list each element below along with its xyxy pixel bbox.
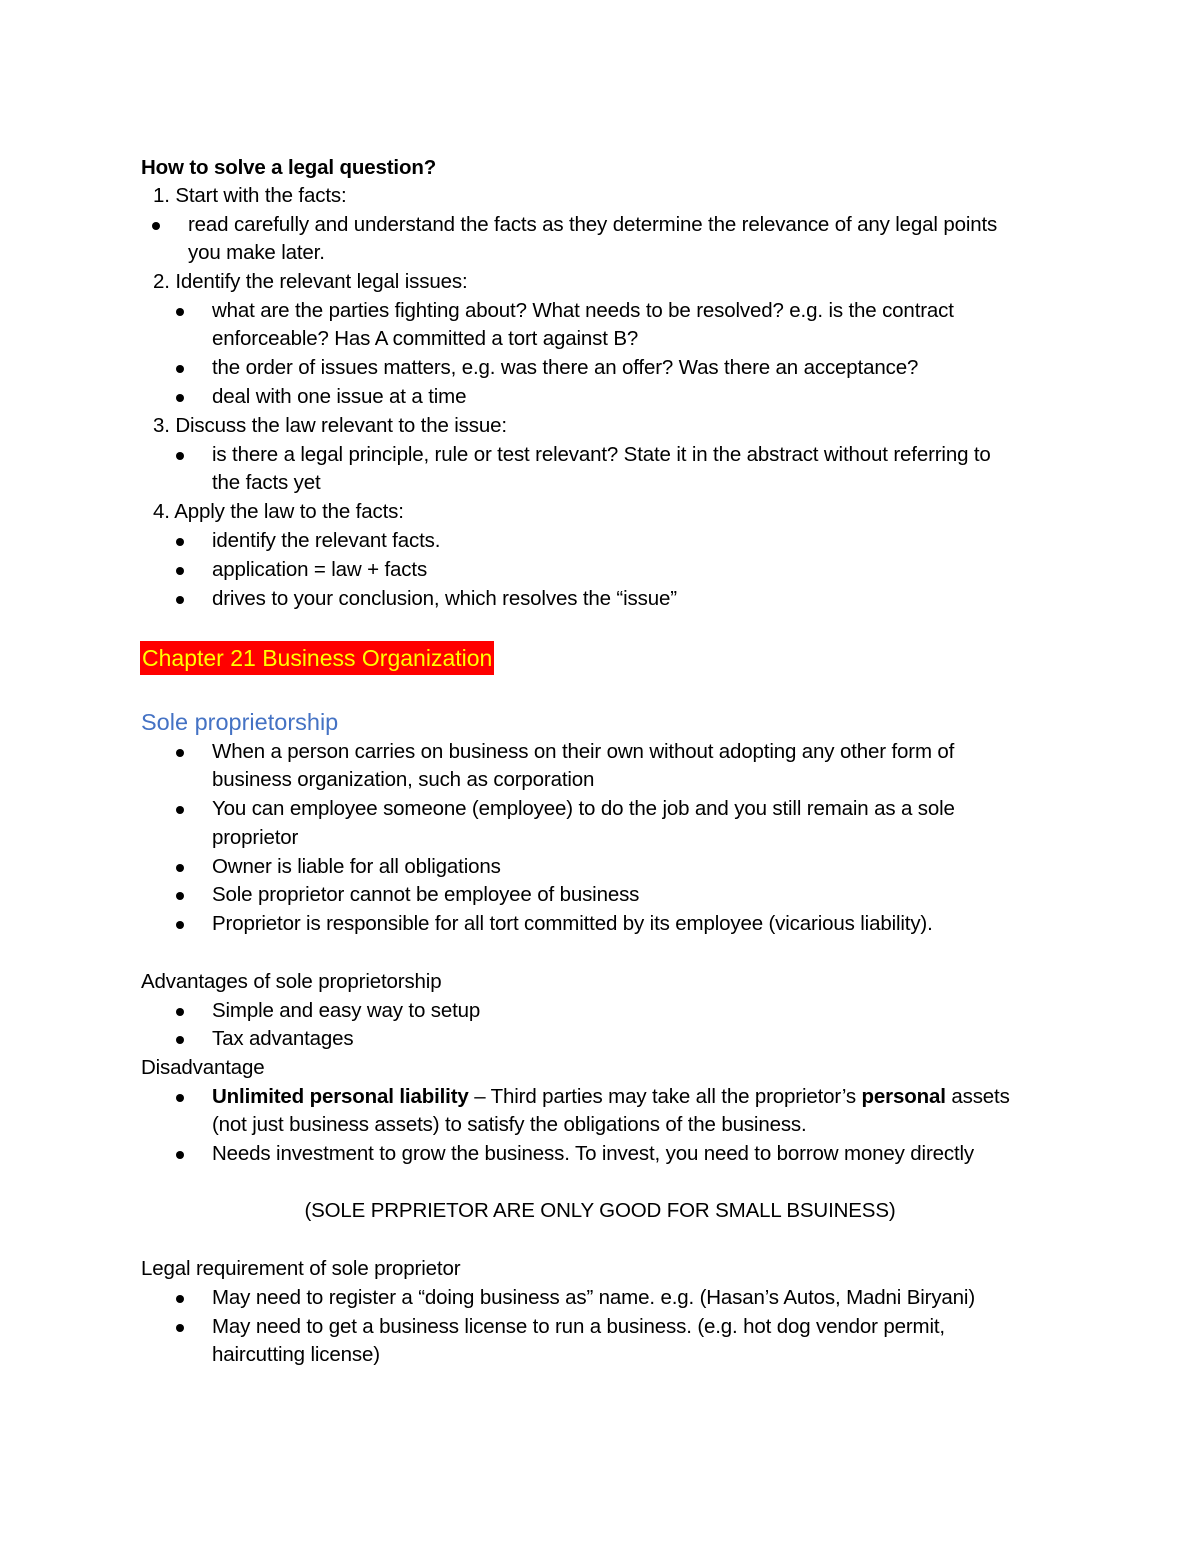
disadvantage-text-end: assets: [945, 1085, 1010, 1108]
step-4: 4. Apply the law to the facts:: [153, 500, 404, 523]
legal-bullet-1: May need to register a “doing business as” name. e.g. (Hasan’s Autos, Madni Biryani): [212, 1286, 975, 1309]
sole-bullet-2-line-2: proprietor: [212, 826, 299, 849]
legal-requirement-heading: Legal requirement of sole proprietor: [141, 1257, 461, 1280]
sole-proprietorship-heading: Sole proprietorship: [141, 709, 339, 735]
step-4-bullet-2: application = law + facts: [212, 558, 428, 581]
advantages-bullet-2: Tax advantages: [212, 1027, 354, 1050]
step-2-bullet-1-line-1: what are the parties fighting about? What needs to be resolved? e.g. is the contract: [212, 299, 954, 322]
step-4-bullet-3: drives to your conclusion, which resolves the “issue”: [212, 587, 677, 610]
sole-bullet-3: Owner is liable for all obligations: [212, 855, 501, 878]
step-3-bullet-line-2: the facts yet: [212, 471, 321, 494]
bullet-icon: [176, 892, 184, 900]
disadvantage-bullet-1-line-1: [212, 1083, 1010, 1111]
bullet-icon: [176, 452, 184, 460]
step-2: 2. Identify the relevant legal issues:: [153, 270, 468, 293]
bullet-icon: [176, 1324, 184, 1332]
step-1-bullet-line-2: you make later.: [188, 241, 325, 264]
bullet-icon: [176, 308, 184, 316]
step-1-bullet-line-1: read carefully and understand the facts as they determine the relevance of any legal points: [188, 213, 998, 236]
legal-bullet-2-line-1: May need to get a business license to run a business. (e.g. hot dog vendor permit,: [212, 1315, 945, 1338]
bullet-icon: [176, 365, 184, 373]
chapter-heading: Chapter 21 Business Organization: [140, 641, 494, 675]
bullet-icon: [176, 567, 184, 575]
step-2-bullet-2: the order of issues matters, e.g. was there an offer? Was there an acceptance?: [212, 356, 919, 379]
disadvantage-heading: Disadvantage: [141, 1056, 265, 1079]
advantages-heading: Advantages of sole proprietorship: [141, 970, 442, 993]
bullet-icon: [176, 921, 184, 929]
small-business-note: (SOLE PRPRIETOR ARE ONLY GOOD FOR SMALL BSUINESS): [304, 1199, 896, 1222]
sole-bullet-1-line-1: When a person carries on business on their own without adopting any other form of: [212, 740, 955, 763]
bullet-icon: [152, 222, 160, 230]
disadvantage-bullet-2: Needs investment to grow the business. To invest, you need to borrow money directly: [212, 1142, 975, 1165]
bullet-icon: [176, 1008, 184, 1016]
legal-bullet-2-line-2: haircutting license): [212, 1343, 380, 1366]
bullet-icon: [176, 1295, 184, 1303]
sole-bullet-4: Sole proprietor cannot be employee of business: [212, 883, 640, 906]
step-2-bullet-3: deal with one issue at a time: [212, 385, 467, 408]
step-3-bullet-line-1: is there a legal principle, rule or test relevant? State it in the abstract without referring to: [212, 443, 991, 466]
step-4-bullet-1: identify the relevant facts.: [212, 529, 441, 552]
intro-title: How to solve a legal question?: [141, 156, 437, 179]
step-3: 3. Discuss the law relevant to the issue:: [153, 414, 507, 437]
bullet-icon: [176, 864, 184, 872]
bullet-icon: [176, 1151, 184, 1159]
bullet-icon: [176, 394, 184, 402]
advantages-bullet-1: Simple and easy way to setup: [212, 999, 481, 1022]
bullet-icon: [176, 538, 184, 546]
sole-bullet-1-line-2: business organization, such as corporation: [212, 768, 595, 791]
step-2-bullet-1-line-2: enforceable? Has A committed a tort against B?: [212, 327, 639, 350]
disadvantage-text: – Third parties may take all the proprietor’s: [468, 1085, 862, 1108]
disadvantage-bullet-1-line-2: (not just business assets) to satisfy the obligations of the business.: [212, 1113, 807, 1136]
sole-bullet-5: Proprietor is responsible for all tort committed by its employee (vicarious liability).: [212, 912, 933, 935]
step-1: 1. Start with the facts:: [153, 184, 347, 207]
sole-bullet-2-line-1: You can employee someone (employee) to do the job and you still remain as a sole: [212, 797, 955, 820]
unlimited-liability-term: Unlimited personal liability: [212, 1085, 469, 1108]
bullet-icon: [176, 1094, 184, 1102]
bullet-icon: [176, 806, 184, 814]
bullet-icon: [176, 749, 184, 757]
personal-term: personal: [861, 1085, 946, 1108]
bullet-icon: [176, 596, 184, 604]
bullet-icon: [176, 1036, 184, 1044]
